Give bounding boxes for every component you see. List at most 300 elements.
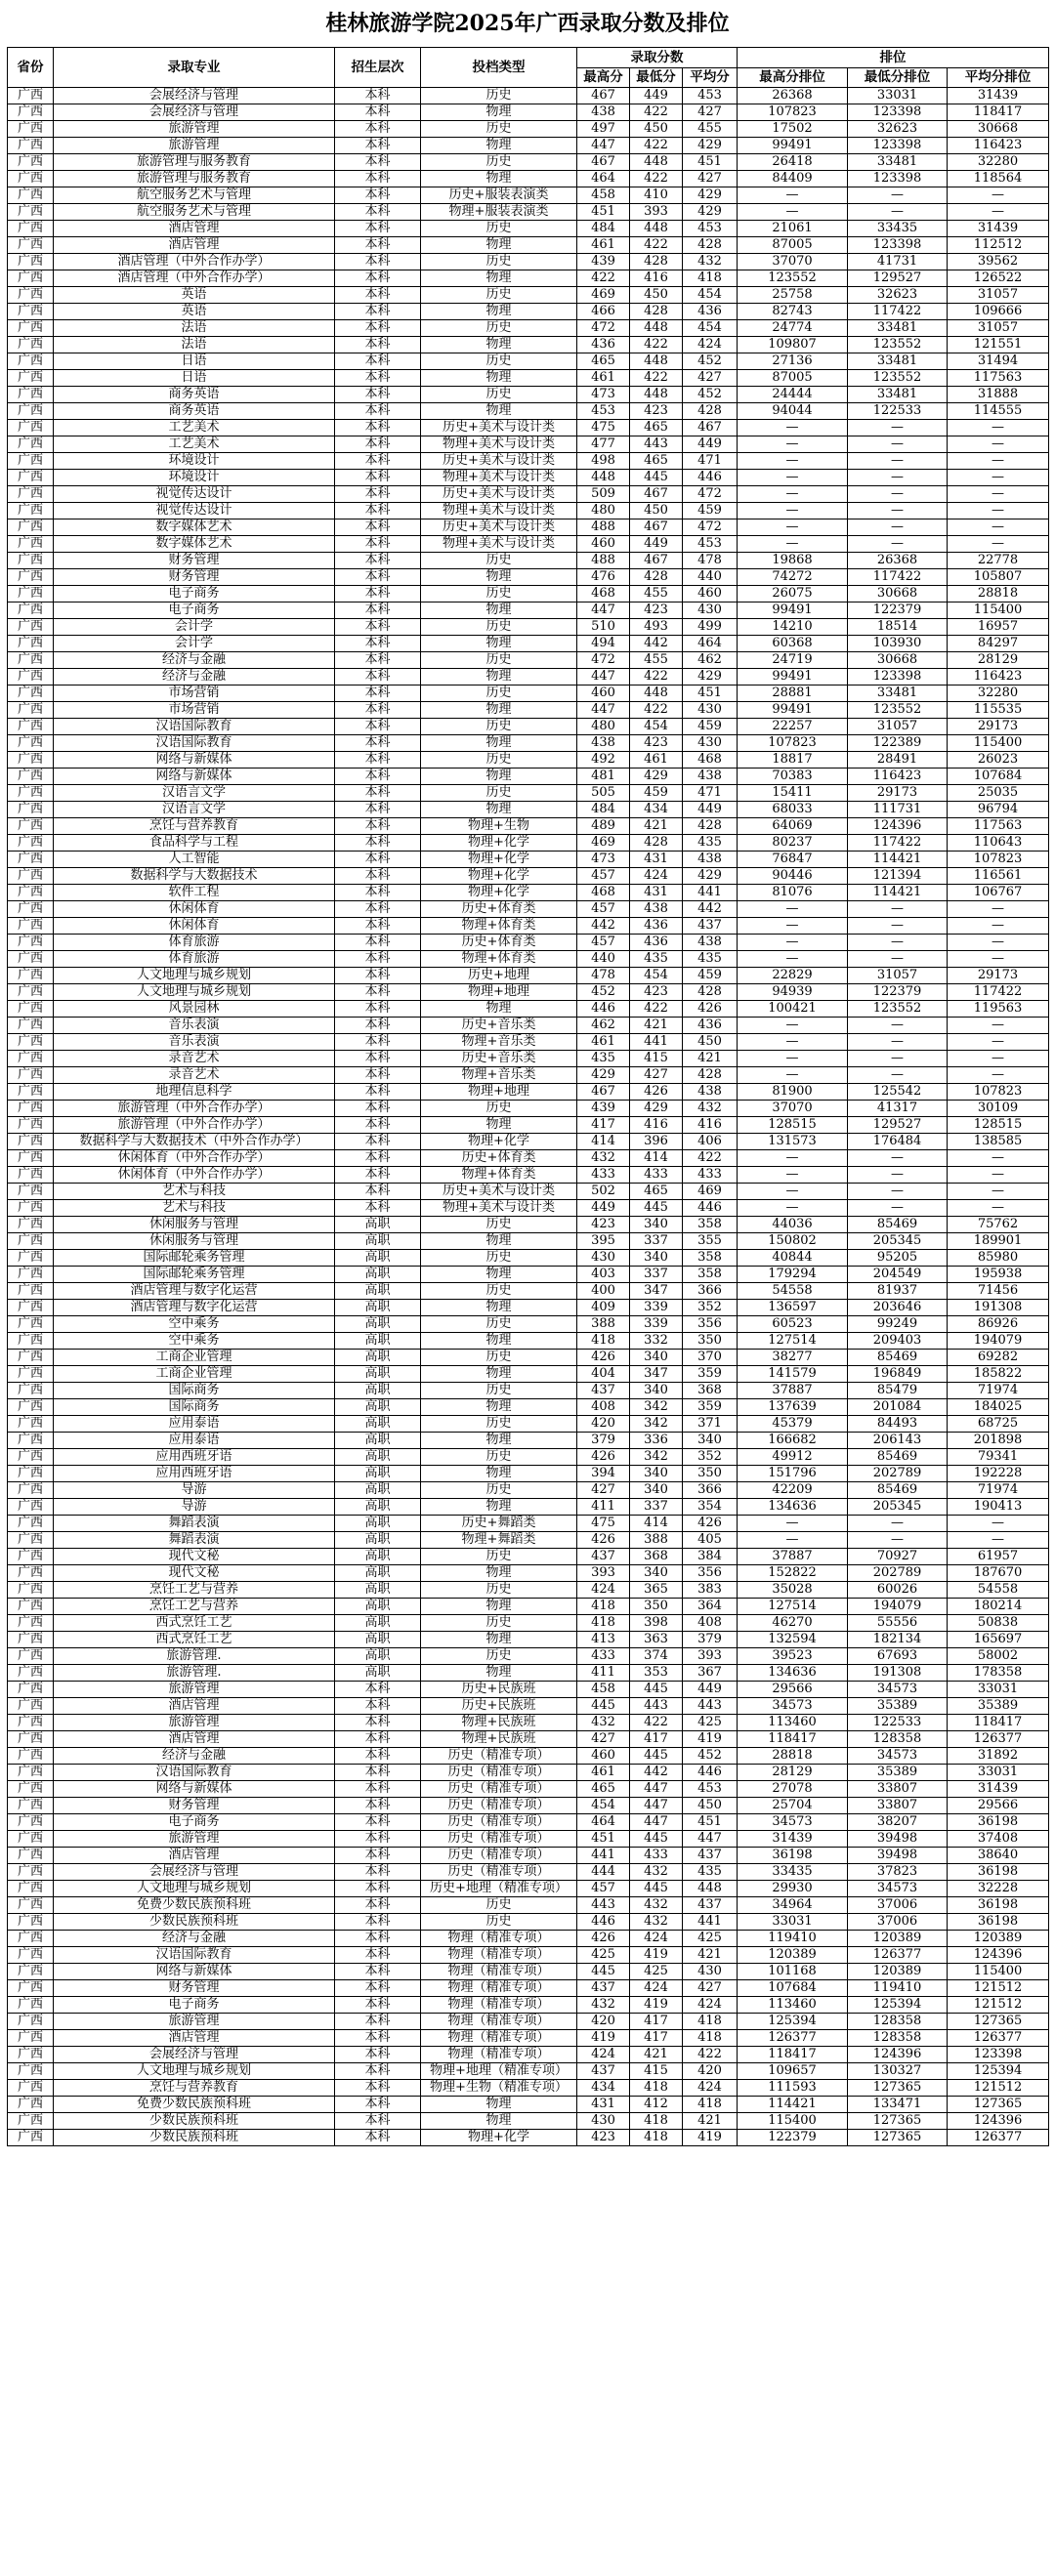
header-avg-score: 平均分 [683,68,738,88]
cell-avg-rank: 165697 [948,1632,1049,1648]
cell-avg-score: 435 [683,835,738,852]
cell-avg-score: 451 [683,686,738,702]
cell-avg-score: 424 [683,1997,738,2014]
cell-province: 广西 [8,1582,54,1599]
cell-province: 广西 [8,1101,54,1117]
cell-province: 广西 [8,669,54,686]
table-row [8,885,1049,901]
cell-max-rank: 107823 [738,104,848,121]
cell-major: 会展经济与管理 [54,2047,335,2063]
cell-avg-score: 421 [683,1051,738,1067]
cell-province: 广西 [8,918,54,935]
cell-max-rank: — [738,519,848,536]
table-row [8,138,1049,154]
cell-level: 本科 [335,918,421,935]
cell-min-rank: 201084 [848,1399,948,1416]
cell-max-score: 419 [577,2030,630,2047]
cell-max-rank: 44036 [738,1217,848,1233]
cell-min-score: 447 [630,1798,683,1814]
cell-level: 本科 [335,88,421,104]
cell-max-rank: 15411 [738,785,848,802]
cell-major: 工商企业管理 [54,1366,335,1383]
cell-avg-rank: 28818 [948,586,1049,602]
cell-type: 物理（精准专项） [421,2030,577,2047]
cell-max-rank: 70383 [738,769,848,785]
cell-min-rank: 55556 [848,1615,948,1632]
cell-major: 电子商务 [54,586,335,602]
cell-min-score: 445 [630,470,683,486]
cell-level: 高职 [335,1399,421,1416]
cell-type: 物理 [421,1001,577,1018]
cell-type: 物理 [421,337,577,353]
cell-min-score: 374 [630,1648,683,1665]
cell-min-rank: 70927 [848,1549,948,1565]
cell-min-rank: 117422 [848,835,948,852]
cell-type: 物理+美术与设计类 [421,470,577,486]
cell-avg-rank: 126377 [948,1731,1049,1748]
table-row [8,1980,1049,1997]
cell-min-score: 417 [630,2030,683,2047]
cell-max-rank: 27136 [738,353,848,370]
cell-avg-rank: — [948,935,1049,951]
cell-min-rank: 39498 [848,1831,948,1848]
table-row [8,1715,1049,1731]
cell-max-rank: — [738,420,848,436]
cell-major: 经济与金融 [54,1748,335,1765]
table-row [8,1184,1049,1200]
cell-type: 物理 [421,1665,577,1682]
cell-type: 物理 [421,304,577,320]
cell-level: 本科 [335,370,421,387]
cell-major: 软件工程 [54,885,335,901]
cell-type: 历史 [421,586,577,602]
cell-avg-score: 352 [683,1300,738,1316]
cell-min-rank: 191308 [848,1665,948,1682]
cell-major: 休闲体育（中外合作办学） [54,1167,335,1184]
cell-min-score: 337 [630,1267,683,1283]
table-row [8,2047,1049,2063]
cell-min-score: 448 [630,320,683,337]
cell-min-score: 422 [630,1715,683,1731]
cell-avg-score: 440 [683,569,738,586]
cell-min-score: 423 [630,984,683,1001]
cell-min-score: 423 [630,403,683,420]
cell-min-score: 365 [630,1582,683,1599]
cell-max-score: 467 [577,154,630,171]
cell-major: 音乐表演 [54,1034,335,1051]
cell-avg-score: 421 [683,2113,738,2130]
cell-type: 历史+体育类 [421,935,577,951]
cell-major: 电子商务 [54,1997,335,2014]
cell-min-score: 429 [630,769,683,785]
cell-province: 广西 [8,1333,54,1350]
cell-max-rank: 37887 [738,1383,848,1399]
cell-avg-rank: 110643 [948,835,1049,852]
cell-avg-score: 469 [683,1184,738,1200]
table-row [8,669,1049,686]
cell-major: 旅游管理与服务教育 [54,154,335,171]
cell-province: 广西 [8,852,54,868]
cell-min-score: 424 [630,1931,683,1947]
cell-min-rank: 123398 [848,104,948,121]
cell-max-rank: — [738,1067,848,1084]
cell-min-rank: 176484 [848,1134,948,1150]
cell-province: 广西 [8,1549,54,1565]
cell-min-rank: 114421 [848,885,948,901]
cell-avg-rank: 79341 [948,1449,1049,1466]
cell-major: 汉语国际教育 [54,1765,335,1781]
cell-type: 物理（精准专项） [421,2014,577,2030]
cell-max-score: 461 [577,370,630,387]
table-row [8,1781,1049,1798]
table-row [8,735,1049,752]
cell-avg-score: 438 [683,852,738,868]
cell-major: 酒店管理 [54,237,335,254]
cell-level: 高职 [335,1300,421,1316]
cell-min-score: 337 [630,1499,683,1516]
cell-max-rank: 113460 [738,1715,848,1731]
cell-type: 物理 [421,2113,577,2130]
cell-avg-score: 446 [683,1200,738,1217]
cell-max-score: 498 [577,453,630,470]
cell-avg-rank: 33031 [948,1765,1049,1781]
cell-min-rank: — [848,453,948,470]
cell-level: 本科 [335,254,421,270]
cell-avg-score: 364 [683,1599,738,1615]
header-max-rank: 最高分排位 [738,68,848,88]
cell-min-score: 342 [630,1416,683,1433]
cell-province: 广西 [8,353,54,370]
cell-min-score: 450 [630,503,683,519]
cell-avg-score: 432 [683,254,738,270]
cell-type: 历史 [421,1648,577,1665]
cell-max-score: 414 [577,1134,630,1150]
cell-avg-score: 355 [683,1233,738,1250]
cell-type: 物理 [421,1333,577,1350]
cell-min-score: 388 [630,1532,683,1549]
table-row [8,337,1049,353]
cell-max-rank: 28129 [738,1765,848,1781]
cell-type: 物理 [421,1433,577,1449]
header-rank-group: 排位 [738,48,1049,68]
cell-max-rank: 24719 [738,652,848,669]
cell-min-rank: 41317 [848,1101,948,1117]
cell-type: 历史 [421,1383,577,1399]
cell-avg-score: 354 [683,1499,738,1516]
cell-max-score: 404 [577,1366,630,1383]
cell-min-score: 421 [630,818,683,835]
cell-type: 历史+服装表演类 [421,187,577,204]
cell-province: 广西 [8,1034,54,1051]
cell-province: 广西 [8,735,54,752]
cell-max-rank: 125394 [738,2014,848,2030]
cell-major: 数字媒体艺术 [54,519,335,536]
cell-min-score: 347 [630,1283,683,1300]
cell-avg-rank: 31439 [948,221,1049,237]
cell-min-score: 448 [630,154,683,171]
table-row [8,1615,1049,1632]
cell-type: 物理+体育类 [421,951,577,968]
cell-max-rank: 99491 [738,138,848,154]
cell-min-rank: 39498 [848,1848,948,1864]
cell-max-rank: 111593 [738,2080,848,2097]
cell-max-score: 427 [577,1482,630,1499]
cell-type: 历史 [421,619,577,636]
cell-avg-rank: 106767 [948,885,1049,901]
cell-min-score: 332 [630,1333,683,1350]
cell-avg-rank: 69282 [948,1350,1049,1366]
cell-max-rank: 84409 [738,171,848,187]
cell-min-score: 436 [630,918,683,935]
cell-province: 广西 [8,1798,54,1814]
table-row [8,968,1049,984]
cell-max-rank: 179294 [738,1267,848,1283]
cell-major: 酒店管理与数字化运营 [54,1300,335,1316]
cell-avg-score: 450 [683,1034,738,1051]
cell-avg-score: 459 [683,968,738,984]
cell-level: 本科 [335,1781,421,1798]
cell-province: 广西 [8,1997,54,2014]
cell-type: 历史（精准专项） [421,1814,577,1831]
cell-avg-score: 499 [683,619,738,636]
cell-avg-rank: 71456 [948,1283,1049,1300]
cell-min-rank: 202789 [848,1466,948,1482]
cell-max-score: 473 [577,387,630,403]
table-row [8,602,1049,619]
cell-max-rank: 150802 [738,1233,848,1250]
cell-level: 高职 [335,1632,421,1648]
cell-min-rank: 123398 [848,237,948,254]
cell-max-rank: — [738,187,848,204]
cell-type: 物理+生物 [421,818,577,835]
cell-min-rank: 123552 [848,370,948,387]
cell-avg-rank: 31494 [948,353,1049,370]
cell-level: 高职 [335,1433,421,1449]
cell-province: 广西 [8,1565,54,1582]
cell-level: 本科 [335,984,421,1001]
cell-avg-score: 422 [683,2047,738,2063]
table-row [8,1101,1049,1117]
cell-max-rank: 107684 [738,1980,848,1997]
cell-max-rank: 28881 [738,686,848,702]
cell-level: 本科 [335,586,421,602]
cell-type: 历史（精准专项） [421,1848,577,1864]
cell-type: 物理+舞蹈类 [421,1532,577,1549]
cell-avg-rank: — [948,1150,1049,1167]
cell-type: 物理+美术与设计类 [421,1200,577,1217]
cell-major: 财务管理 [54,1980,335,1997]
cell-max-rank: — [738,901,848,918]
cell-major: 市场营销 [54,702,335,719]
cell-major: 现代文秘 [54,1565,335,1582]
cell-max-rank: 26418 [738,154,848,171]
cell-province: 广西 [8,221,54,237]
cell-type: 历史 [421,1250,577,1267]
cell-min-rank: 33807 [848,1781,948,1798]
cell-max-score: 467 [577,1084,630,1101]
table-row [8,1682,1049,1698]
cell-avg-rank: 127365 [948,2014,1049,2030]
cell-avg-rank: 84297 [948,636,1049,652]
cell-level: 本科 [335,237,421,254]
cell-max-rank: 134636 [738,1499,848,1516]
cell-major: 导游 [54,1499,335,1516]
table-row [8,1599,1049,1615]
cell-max-rank: — [738,453,848,470]
cell-avg-score: 425 [683,1715,738,1731]
cell-province: 广西 [8,1682,54,1698]
cell-max-score: 447 [577,138,630,154]
cell-province: 广西 [8,686,54,702]
cell-type: 物理 [421,636,577,652]
cell-max-score: 460 [577,1748,630,1765]
cell-max-rank: 99491 [738,702,848,719]
cell-max-rank: — [738,1034,848,1051]
cell-min-score: 410 [630,187,683,204]
cell-avg-score: 424 [683,337,738,353]
cell-avg-score: 366 [683,1283,738,1300]
cell-max-rank: 29930 [738,1881,848,1897]
table-row [8,2130,1049,2146]
cell-avg-score: 358 [683,1267,738,1283]
cell-avg-score: 478 [683,553,738,569]
cell-type: 历史（精准专项） [421,1864,577,1881]
cell-avg-rank: 194079 [948,1333,1049,1350]
table-row [8,1748,1049,1765]
cell-province: 广西 [8,1980,54,1997]
cell-province: 广西 [8,104,54,121]
cell-avg-rank: 123398 [948,2047,1049,2063]
cell-max-rank: — [738,1532,848,1549]
cell-province: 广西 [8,237,54,254]
cell-min-score: 422 [630,702,683,719]
cell-province: 广西 [8,254,54,270]
cell-level: 本科 [335,885,421,901]
cell-major: 数据科学与大数据技术（中外合作办学） [54,1134,335,1150]
cell-min-score: 419 [630,1997,683,2014]
cell-avg-rank: 30668 [948,121,1049,138]
cell-type: 历史 [421,1897,577,1914]
cell-min-score: 447 [630,1781,683,1798]
cell-level: 本科 [335,453,421,470]
cell-avg-rank: 36198 [948,1814,1049,1831]
cell-avg-score: 358 [683,1217,738,1233]
cell-major: 电子商务 [54,602,335,619]
cell-avg-rank: 126377 [948,2030,1049,2047]
cell-type: 物理（精准专项） [421,1997,577,2014]
cell-min-score: 428 [630,304,683,320]
cell-min-score: 425 [630,1964,683,1980]
cell-max-rank: — [738,951,848,968]
cell-avg-score: 356 [683,1316,738,1333]
cell-level: 本科 [335,602,421,619]
cell-max-rank: — [738,918,848,935]
cell-avg-rank: 31057 [948,320,1049,337]
table-row [8,1897,1049,1914]
cell-level: 本科 [335,1167,421,1184]
cell-level: 本科 [335,1698,421,1715]
cell-level: 本科 [335,138,421,154]
cell-min-score: 445 [630,1881,683,1897]
cell-min-score: 340 [630,1217,683,1233]
cell-max-rank: 24444 [738,387,848,403]
cell-type: 历史（精准专项） [421,1748,577,1765]
cell-level: 本科 [335,1997,421,2014]
cell-max-rank: 31439 [738,1831,848,1848]
cell-avg-score: 408 [683,1615,738,1632]
table-row [8,868,1049,885]
cell-min-rank: 84493 [848,1416,948,1433]
cell-max-score: 447 [577,602,630,619]
cell-level: 本科 [335,802,421,818]
cell-max-rank: 119410 [738,1931,848,1947]
cell-level: 高职 [335,1233,421,1250]
cell-min-rank: 33481 [848,686,948,702]
cell-avg-score: 418 [683,2030,738,2047]
table-row [8,719,1049,735]
cell-province: 广西 [8,1134,54,1150]
cell-level: 本科 [335,353,421,370]
cell-province: 广西 [8,287,54,304]
cell-min-score: 448 [630,353,683,370]
table-row [8,1233,1049,1250]
cell-max-score: 437 [577,2063,630,2080]
cell-min-score: 432 [630,1864,683,1881]
table-row [8,1881,1049,1897]
cell-max-rank: 137639 [738,1399,848,1416]
cell-avg-score: 455 [683,121,738,138]
cell-avg-rank: 107684 [948,769,1049,785]
cell-max-score: 451 [577,204,630,221]
cell-avg-score: 384 [683,1549,738,1565]
cell-min-rank: — [848,918,948,935]
cell-min-rank: 33031 [848,88,948,104]
cell-avg-score: 350 [683,1333,738,1350]
cell-level: 高职 [335,1665,421,1682]
cell-level: 本科 [335,1101,421,1117]
cell-level: 本科 [335,835,421,852]
cell-type: 历史 [421,254,577,270]
cell-max-score: 475 [577,1516,630,1532]
cell-major: 少数民族预科班 [54,2130,335,2146]
cell-major: 财务管理 [54,553,335,569]
cell-avg-rank: 36198 [948,1897,1049,1914]
cell-max-rank: — [738,1051,848,1067]
cell-avg-score: 350 [683,1466,738,1482]
cell-max-rank: 123552 [738,270,848,287]
cell-max-rank: 60368 [738,636,848,652]
cell-min-rank: 37006 [848,1897,948,1914]
cell-min-score: 418 [630,2130,683,2146]
cell-type: 物理 [421,370,577,387]
cell-province: 广西 [8,636,54,652]
table-row [8,569,1049,586]
cell-level: 本科 [335,171,421,187]
cell-avg-score: 441 [683,1914,738,1931]
cell-level: 高职 [335,1449,421,1466]
cell-level: 本科 [335,1748,421,1765]
table-row [8,154,1049,171]
cell-avg-rank: 37408 [948,1831,1049,1848]
cell-province: 广西 [8,752,54,769]
table-row [8,785,1049,802]
cell-avg-rank: 190413 [948,1499,1049,1516]
cell-min-rank: 41731 [848,254,948,270]
table-row [8,1300,1049,1316]
cell-min-rank: — [848,436,948,453]
cell-level: 本科 [335,2047,421,2063]
table-row [8,1947,1049,1964]
